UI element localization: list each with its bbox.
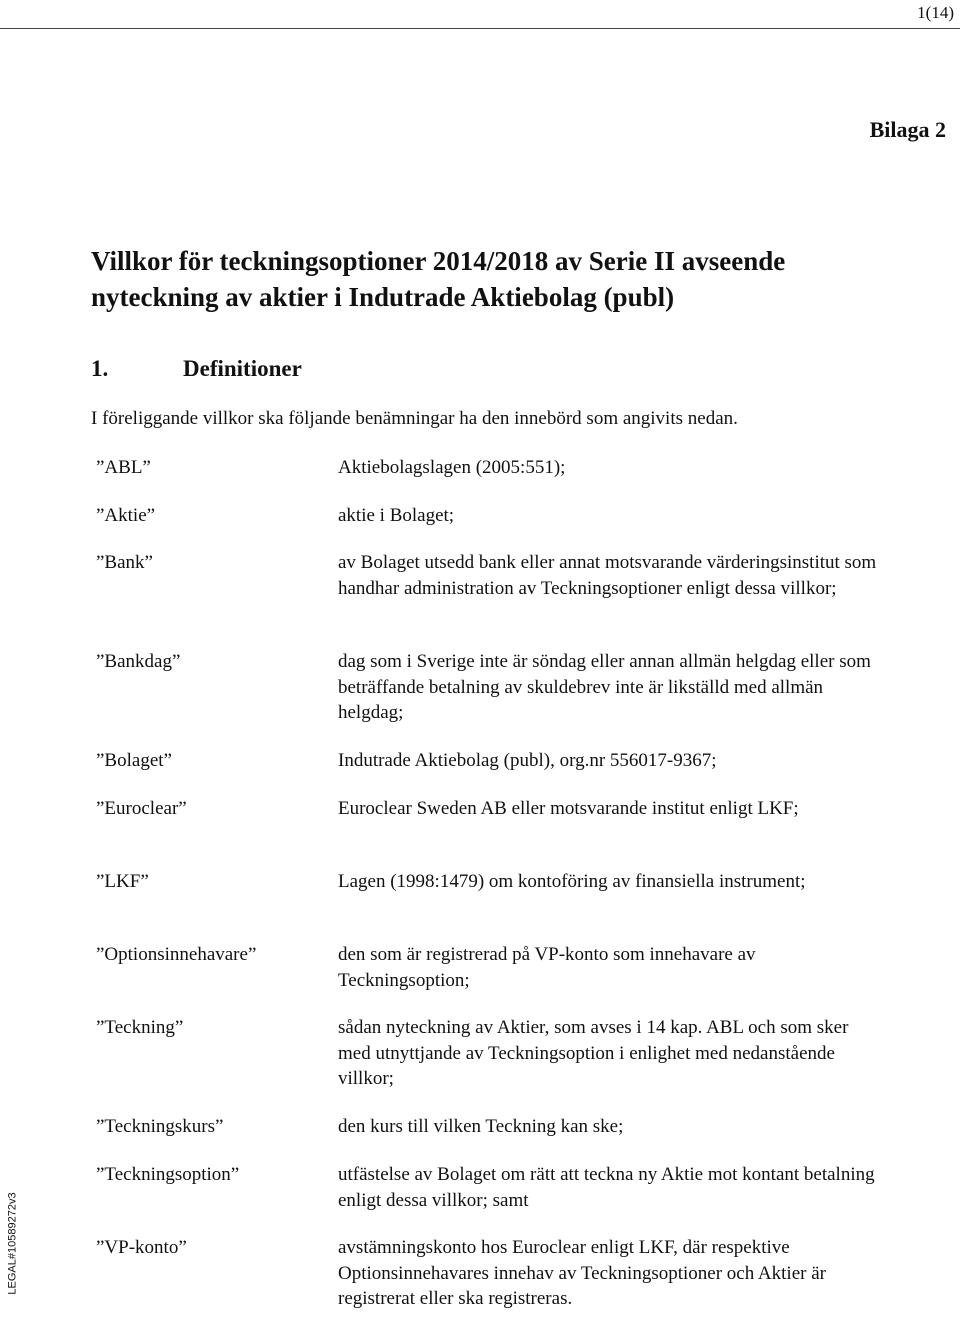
definition-description: Aktiebolagslagen (2005:551); bbox=[338, 457, 566, 478]
definition-description: den som är registrerad på VP-konto som innehavare av Teckningsoption; bbox=[338, 944, 756, 991]
definition-description: Indutrade Aktiebolag (publ), org.nr 556017-9367; bbox=[338, 750, 717, 771]
definition-description: avstämningskonto hos Euroclear enligt LKF, där respektive Optionsinnehavares innehav av Teckningsoptioner och Aktier är registrerat eller ska registreras. bbox=[338, 1237, 826, 1309]
definition-term: ”Teckningskurs” bbox=[96, 1116, 224, 1137]
definition-term: ”Bolaget” bbox=[96, 750, 172, 771]
definition-term: ”Teckningsoption” bbox=[96, 1164, 240, 1185]
document-reference-id: LEGAL#10589272v3 bbox=[6, 1192, 19, 1295]
appendix-label: Bilaga 2 bbox=[869, 117, 946, 142]
definition-term: ”VP-konto” bbox=[96, 1237, 187, 1258]
section-number: 1. bbox=[91, 356, 109, 381]
section-title: Definitioner bbox=[183, 356, 302, 381]
definition-description: Lagen (1998:1479) om kontoföring av finansiella instrument; bbox=[338, 871, 806, 892]
definition-term: ”Euroclear” bbox=[96, 798, 187, 819]
definition-description: Euroclear Sweden AB eller motsvarande institut enligt LKF; bbox=[338, 798, 799, 819]
definition-description: den kurs till vilken Teckning kan ske; bbox=[338, 1116, 624, 1137]
definition-description: utfästelse av Bolaget om rätt att teckna ny Aktie mot kontant betalning enligt dessa villkor; samt bbox=[338, 1164, 875, 1211]
page-number: 1(14) bbox=[917, 3, 954, 22]
definition-term: ”Teckning” bbox=[96, 1017, 184, 1038]
document-title: Villkor för teckningsoptioner 2014/2018 av Serie II avseende nyteckning av aktier i Indutrade Aktiebolag (publ) bbox=[91, 246, 786, 312]
definition-description: sådan nyteckning av Aktier, som avses i 14 kap. ABL och som sker med utnyttjande av Teckningsoption i enlighet med nedanstående villkor; bbox=[338, 1017, 849, 1089]
definition-term: ”Bankdag” bbox=[96, 651, 181, 672]
definition-term: ”LKF” bbox=[96, 871, 149, 892]
definition-term: ”Optionsinnehavare” bbox=[96, 944, 257, 965]
definition-term: ”Aktie” bbox=[96, 505, 156, 526]
section-heading bbox=[91, 354, 302, 384]
definition-term: ”ABL” bbox=[96, 457, 151, 478]
intro-paragraph: I föreliggande villkor ska följande benämningar ha den innebörd som angivits nedan. bbox=[91, 408, 738, 429]
definition-description: dag som i Sverige inte är söndag eller annan allmän helgdag eller som beträffande betalning av skuldebrev inte är likställd med allmän helgdag; bbox=[338, 651, 871, 723]
definition-term: ”Bank” bbox=[96, 552, 153, 573]
definition-description: aktie i Bolaget; bbox=[338, 505, 455, 526]
definition-description: av Bolaget utsedd bank eller annat motsvarande värderingsinstitut som handhar administration av Teckningsoptioner enligt dessa villkor; bbox=[338, 552, 877, 599]
header-rule bbox=[0, 28, 960, 29]
